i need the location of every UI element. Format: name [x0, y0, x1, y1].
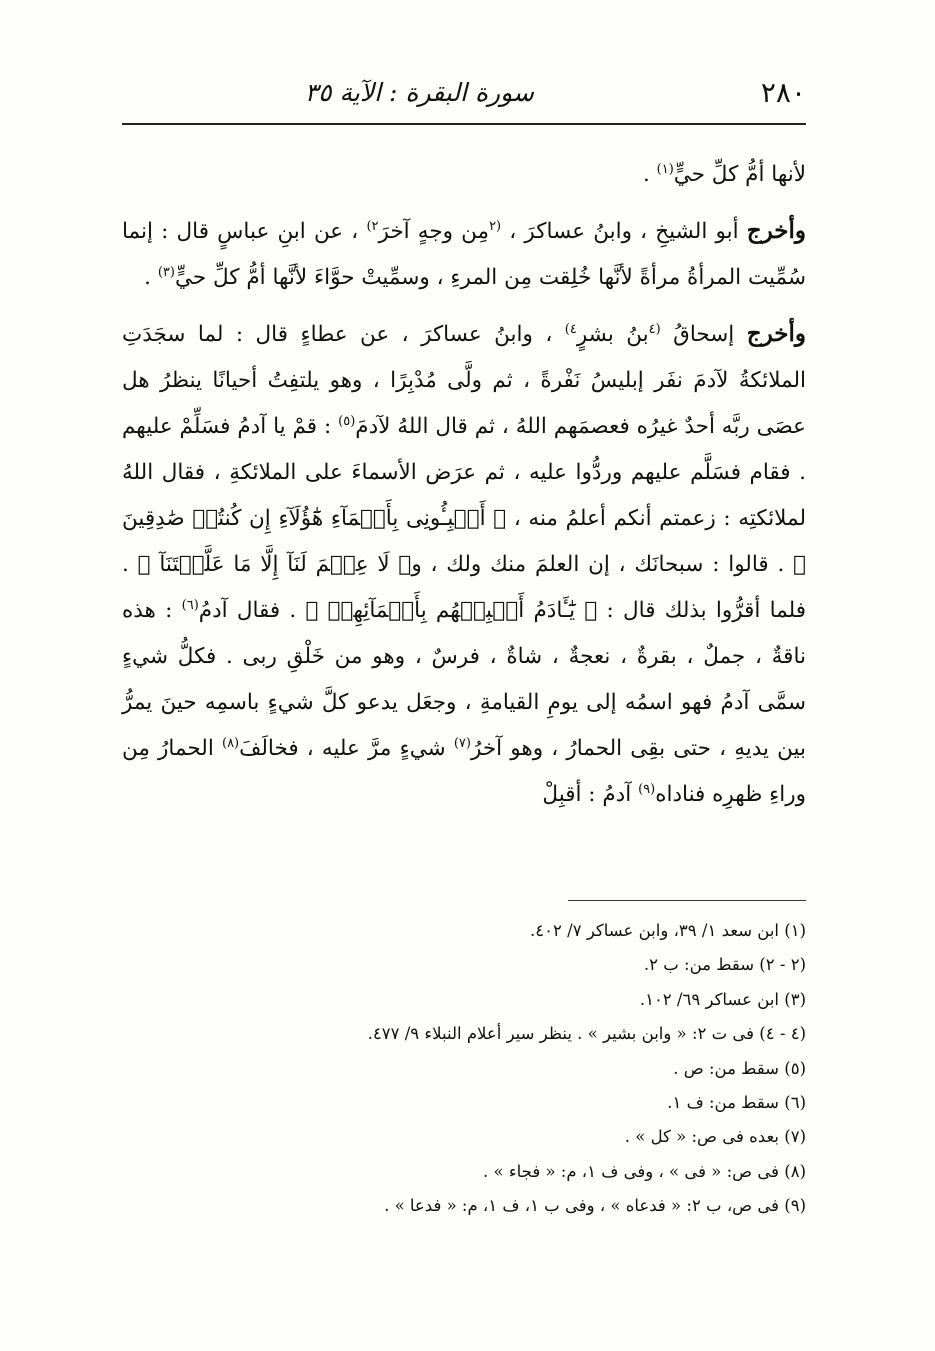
text-run: إسحاقُ [660, 322, 747, 347]
lead-word: وأخرج [746, 320, 806, 347]
footnote-item: (١) ابن سعد ١/ ٣٩، وابن عساكر ٧/ ٤٠٢. [530, 921, 806, 940]
running-title: سورة البقرة : الآية ٣٥ [304, 78, 534, 107]
header-rule [122, 123, 806, 125]
footnote-marker: (٩) [638, 781, 656, 797]
text-run: ، عن ابنِ عباسٍ قال : إنما سُمِّيت المرأةُ مرأةً لأنَّها خُلِقت مِن المرءِ ، وسمِّيتْ حوَّاءَ لأنَّها أمُّ كلِّ حيٍّ [122, 219, 806, 290]
quran-quote: ﴿ لَا عِلۡمَ لَنَآ إِلَّا مَا عَلَّمۡتَنَآ ﴾ [137, 552, 412, 577]
footnote-item: (٢ - ٢) سقط من: ب ٢. [643, 955, 806, 975]
footnote-marker: (٣) [157, 264, 175, 280]
footnote-marker: (٦) [181, 597, 199, 613]
text-run: بنُ بشرٍ [576, 322, 649, 347]
quran-quote: ﴿ أَنۢبِـُٔونِى بِأَسۡمَآءِ هَٰٓؤُلَآءِ إِن كُنتُمۡ صَٰدِقِينَ ﴾ [122, 506, 806, 577]
footnote-rule [568, 900, 806, 901]
footnote-marker: (٥) [338, 413, 356, 429]
text-run: : قمْ يا آدمُ فسَلِّمْ عليهم . فقام فسَلَّم عليهم وردُّوا عليه ، ثم عرَض الأسماءَ على الملائكةِ ، فقال اللهُ لملائكتِه : زعمتم أنكم أعلمُ منه ، [122, 414, 806, 531]
text-run: . فلما أقرُّوا بذلك قال : [122, 552, 806, 623]
text-run: شيءٍ مرَّ عليه ، فخالَفَ [239, 736, 454, 761]
footnote-item: (٨) فى ص: « فى » ، وفى ف ١، م: « فجاء » . [483, 1161, 806, 1181]
text-run: : هذه ناقةٌ ، جملٌ ، بقرةٌ ، نعجةٌ ، شاةٌ ، فرسٌ ، وهو من خَلْقِ ربى . فكلُّ شيءٍ سمَّى آدمُ فهو اسمُه إلى يومِ القيامةِ ، وجعَل يدعو كلَّ شيءٍ باسمِه حينَ يمرُّ بين يديهِ ، حتى بقِى الحمارُ ، وهو آخرُ [122, 598, 806, 761]
page-header [122, 72, 806, 112]
footnote-marker: (٧) [453, 735, 471, 751]
text-run: . فقال آدمُ [198, 598, 306, 623]
paragraph-2 [122, 208, 806, 301]
footnote-marker: (٤ [648, 321, 661, 337]
text-run: الحمارُ مِن وراءِ ظهرِه فناداه [122, 736, 806, 807]
footnote-item: (٦) سقط من: ف ١. [667, 1093, 806, 1113]
footnote-marker: (٨) [221, 735, 240, 751]
page-number: ٢٨٠ [760, 76, 806, 109]
footnote-marker: (١) [656, 161, 674, 177]
text-run: . قالوا : سبحانَك ، إن العلمَ منك ولك ، و [411, 552, 794, 577]
footnote-item: (٥) سقط من: ص . [673, 1058, 806, 1078]
paragraph-3 [122, 311, 806, 818]
text-run: ، وابنُ عساكرَ ، عن عطاءٍ قال : لما سجَدَتِ الملائكةُ لآدمَ نفَر إبليسُ نَفْرةً ، ثم ولَّى مُدْبِرًا ، وهو يلتفِتُ أحيانًا ينظرُ هل عصَى ربَّه أحدٌ غيرُه فعصمَهم اللهُ ، ثم قال اللهُ لآدمَ [122, 322, 806, 439]
lead-word: وأخرج [746, 217, 806, 244]
footnote-item: (٧) بعده فى ص: « كل » . [624, 1127, 806, 1147]
footnote-item: (٣) ابن عساكر ٦٩/ ١٠٢. [639, 989, 806, 1009]
text-run: . [642, 162, 657, 187]
text-run: . [144, 265, 158, 290]
footnote-marker: (٢ [489, 218, 502, 234]
paragraph-1 [122, 152, 806, 198]
text-run: آدمُ : أقبِلْ [542, 782, 639, 807]
text-run: لأنها أمُّ كلِّ حيٍّ [673, 162, 806, 187]
footnote-item: (٩) فى ص، ب ٢: « فدعاه » ، وفى ب ١، ف ١، م: « فدعا » . [384, 1196, 806, 1216]
footnote-marker: ٤) [564, 321, 577, 337]
quran-quote: ﴿ يَٰٓـَٔادَمُ أَنۢبِئۡهُم بِأَسۡمَآئِهِمۡ ﴾ [305, 598, 598, 623]
footnote-item: (٤ - ٤) فى ت ٢: « وابن بشير » . ينظر سير أعلام النبلاء ٩/ ٤٧٧. [367, 1024, 806, 1044]
footnotes [122, 914, 806, 1224]
footnote-marker: ٢) [366, 218, 379, 234]
main-text [122, 152, 806, 828]
text-run: مِن وجهٍ آخرَ [378, 219, 490, 244]
text-run: أبو الشيخِ ، وابنُ عساكرَ ، [501, 219, 747, 244]
